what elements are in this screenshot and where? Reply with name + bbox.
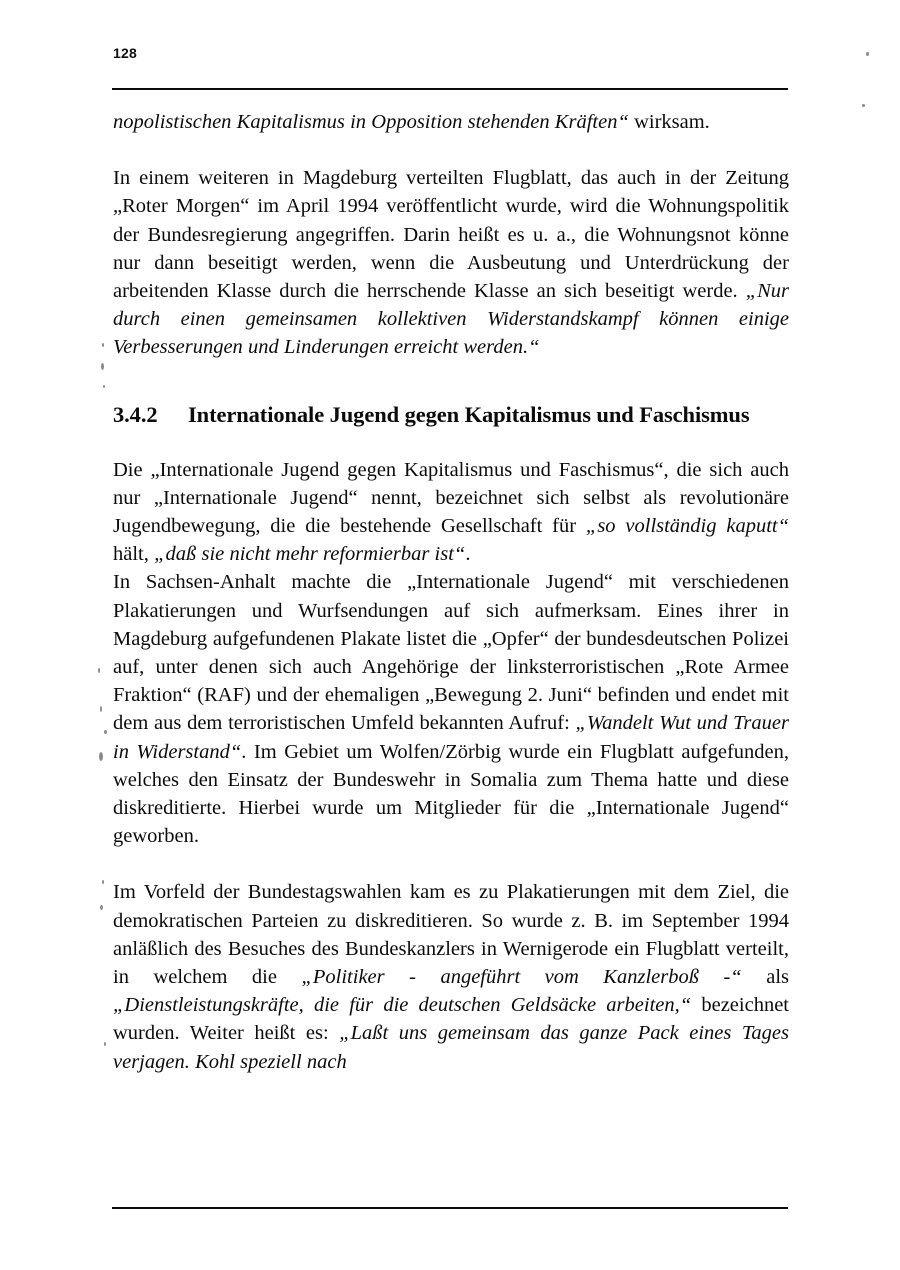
scan-speck bbox=[102, 880, 104, 884]
bw-seg1: Im Vorfeld der Bundestagswahlen kam es zu Plakatierungen mit dem Ziel, die demokratischen Parteien zu diskreditieren. So wurde z. B. im September 1994 anläßlich des Besuches des Bundeskanzlers in Wernigerode ein Flugblatt verteilt, in welchem die bbox=[113, 881, 789, 989]
bw-quote3: „Laßt uns gemeinsam das ganze Pack eines Tages verjagen. Kohl speziell nach bbox=[113, 1022, 789, 1073]
flugblatt-lead: In einem weiteren in Magdeburg verteilten Flugblatt, das auch in der Zeitung „Roter Morgen“ im April 1994 veröffentlicht wurde, wird die Wohnungspolitik der Bundesregierung angegriffen. Darin heißt es u. a., die Wohnungsnot könne nur dann beseitigt werden, wenn die Ausbeutung und Unterdrückung der arbeitenden Klasse durch die herrschende Klasse an sich beseitigt werde. bbox=[113, 167, 789, 303]
ij-seg1: Die „Internationale Jugend gegen Kapitalismus und Faschismus“, die sich auch nur „Internationale Jugend“ nennt, bezeichnet sich selbst als revolutionäre Jugendbewegung, die die bestehende Gesellschaft für bbox=[113, 458, 789, 538]
flugblatt-quote: „Nur durch einen gemeinsamen kollektiven Widerstandskampf können einige Verbesserungen und Linderungen erreicht werden.“ bbox=[113, 280, 789, 359]
scan-speck bbox=[99, 752, 103, 761]
paragraph-sachsen-anhalt bbox=[113, 568, 789, 850]
bw-seg3: bezeichnet wurden. Weiter heißt es: bbox=[113, 994, 789, 1045]
sa-seg2: . Im Gebiet um Wolfen/Zörbig wurde ein Flugblatt aufgefunden, welches den Einsatz der Bundeswehr in Somalia zum Thema hatte und diese diskreditierte. Hierbei wurde um Mitglieder für die „Internationale Jugend“ geworben. bbox=[113, 740, 789, 848]
ij-seg3: . bbox=[465, 543, 471, 566]
scan-speck bbox=[862, 104, 865, 107]
section-heading bbox=[113, 400, 789, 430]
scan-speck bbox=[103, 385, 105, 388]
scan-speck bbox=[102, 343, 104, 347]
scan-speck bbox=[100, 706, 102, 712]
page-number-text: 128 bbox=[113, 45, 137, 61]
bw-seg2: als bbox=[741, 966, 789, 989]
scan-speck bbox=[866, 52, 869, 56]
bw-quote1: „Politiker - angeführt vom Kanzlerboß -“ bbox=[301, 966, 742, 989]
header-rule bbox=[112, 88, 788, 90]
scan-speck bbox=[98, 668, 100, 673]
scan-speck bbox=[101, 363, 104, 370]
section-title: Internationale Jugend gegen Kapitalismus und Faschismus bbox=[188, 401, 750, 427]
italic-quote-fragment: nopolistischen Kapitalismus in Opposition stehenden Kräften“ bbox=[113, 111, 629, 133]
scan-speck bbox=[100, 905, 103, 910]
ij-seg2: hält, bbox=[113, 543, 155, 566]
paragraph-bundestagswahlen bbox=[113, 878, 789, 1075]
footer-rule bbox=[112, 1207, 788, 1209]
paragraph-flugblatt bbox=[113, 164, 789, 361]
section-number: 3.4.2 bbox=[113, 401, 158, 427]
sa-seg1: In Sachsen-Anhalt machte die „Internationale Jugend“ mit verschiedenen Plakatierungen und Wurfsendungen auf sich aufmerksam. Eines ihrer in Magdeburg aufgefundenen Plakate listet die „Opfer“ der bundesdeutschen Polizei auf, unter denen sich auch Angehörige der linksterroristischen „Rote Armee Fraktion“ (RAF) und der ehemaligen „Bewegung 2. Juni“ befinden und endet mit dem aus dem terroristischen Umfeld bekannten Aufruf: bbox=[113, 571, 789, 735]
paragraph-continuation bbox=[113, 108, 789, 136]
scan-speck bbox=[104, 1042, 106, 1046]
ij-quote2: „daß sie nicht mehr reformierbar ist“ bbox=[154, 543, 466, 566]
sa-quote1: „Wandelt Wut und Trauer in Widerstand“ bbox=[113, 712, 789, 763]
text-column bbox=[113, 108, 789, 1076]
paragraph-internationale-jugend bbox=[113, 456, 789, 569]
page-number bbox=[113, 46, 137, 60]
ij-quote1: „so vollständig kaputt“ bbox=[585, 515, 789, 538]
continuation-tail: wirksam. bbox=[628, 111, 710, 133]
scan-speck bbox=[104, 730, 107, 734]
bw-quote2: „Dienstleistungskräfte, die für die deutschen Geldsäcke arbeiten,“ bbox=[113, 994, 692, 1017]
